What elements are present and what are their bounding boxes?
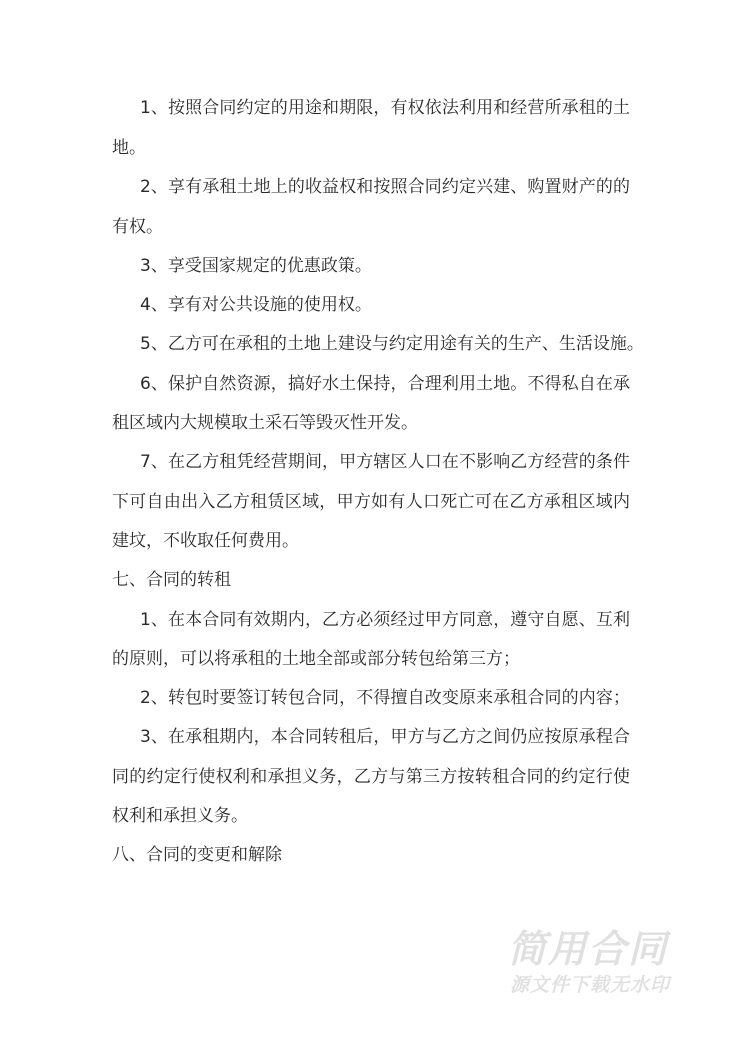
clause-5: 5、乙方可在承租的土地上建设与约定用途有关的生产、生活设施。 [140, 334, 644, 354]
watermark-brand: 简用合同 [508, 927, 669, 971]
clause-1-line-1: 1、按照合同约定的用途和期限，有权依法利用和经营所承租的土 [140, 98, 630, 118]
clause-4: 4、享有对公共设施的使用权。 [140, 295, 372, 315]
sublease-1-line-1: 1、在本合同有效期内，乙方必须经过甲方同意，遵守自愿、互利 [140, 610, 630, 630]
sublease-3-line-3: 权利和承担义务。 [112, 806, 248, 826]
sublease-3-line-1: 3、在承租期内，本合同转租后，甲方与乙方之间仍应按原承程合 [140, 727, 630, 747]
section-heading-7: 七、合同的转租 [112, 570, 231, 590]
clause-7-line-3: 建坟，不收取任何费用。 [112, 531, 299, 551]
sublease-2: 2、转包时要签订转包合同，不得擅自改变原来承租合同的内容； [140, 688, 630, 708]
clause-2-line-2: 有权。 [112, 217, 163, 237]
clause-7-line-1: 7、在乙方租凭经营期间，甲方辖区人口在不影响乙方经营的条件 [140, 452, 630, 472]
clause-2-line-1: 2、享有承租土地上的收益权和按照合同约定兴建、购置财产的的 [140, 177, 630, 197]
clause-6-line-1: 6、保护自然资源，搞好水土保持，合理利用土地。不得私自在承 [140, 374, 630, 394]
sublease-1-line-2: 的原则，可以将承租的土地全部或部分转包给第三方； [112, 649, 520, 669]
clause-7-line-2: 下可自由出入乙方租赁区域，甲方如有人口死亡可在乙方承租区域内 [112, 492, 630, 512]
clause-3: 3、享受国家规定的优惠政策。 [140, 256, 372, 276]
sublease-3-line-2: 同的约定行使权利和承担义务，乙方与第三方按转租合同的约定行使 [112, 767, 630, 787]
clause-1-line-2: 地。 [112, 138, 146, 158]
clause-6-line-2: 租区域内大规模取土采石等毁灭性开发。 [112, 413, 418, 433]
section-heading-8: 八、合同的变更和解除 [112, 845, 282, 865]
watermark-tagline: 源文件下载无水印 [510, 974, 671, 996]
